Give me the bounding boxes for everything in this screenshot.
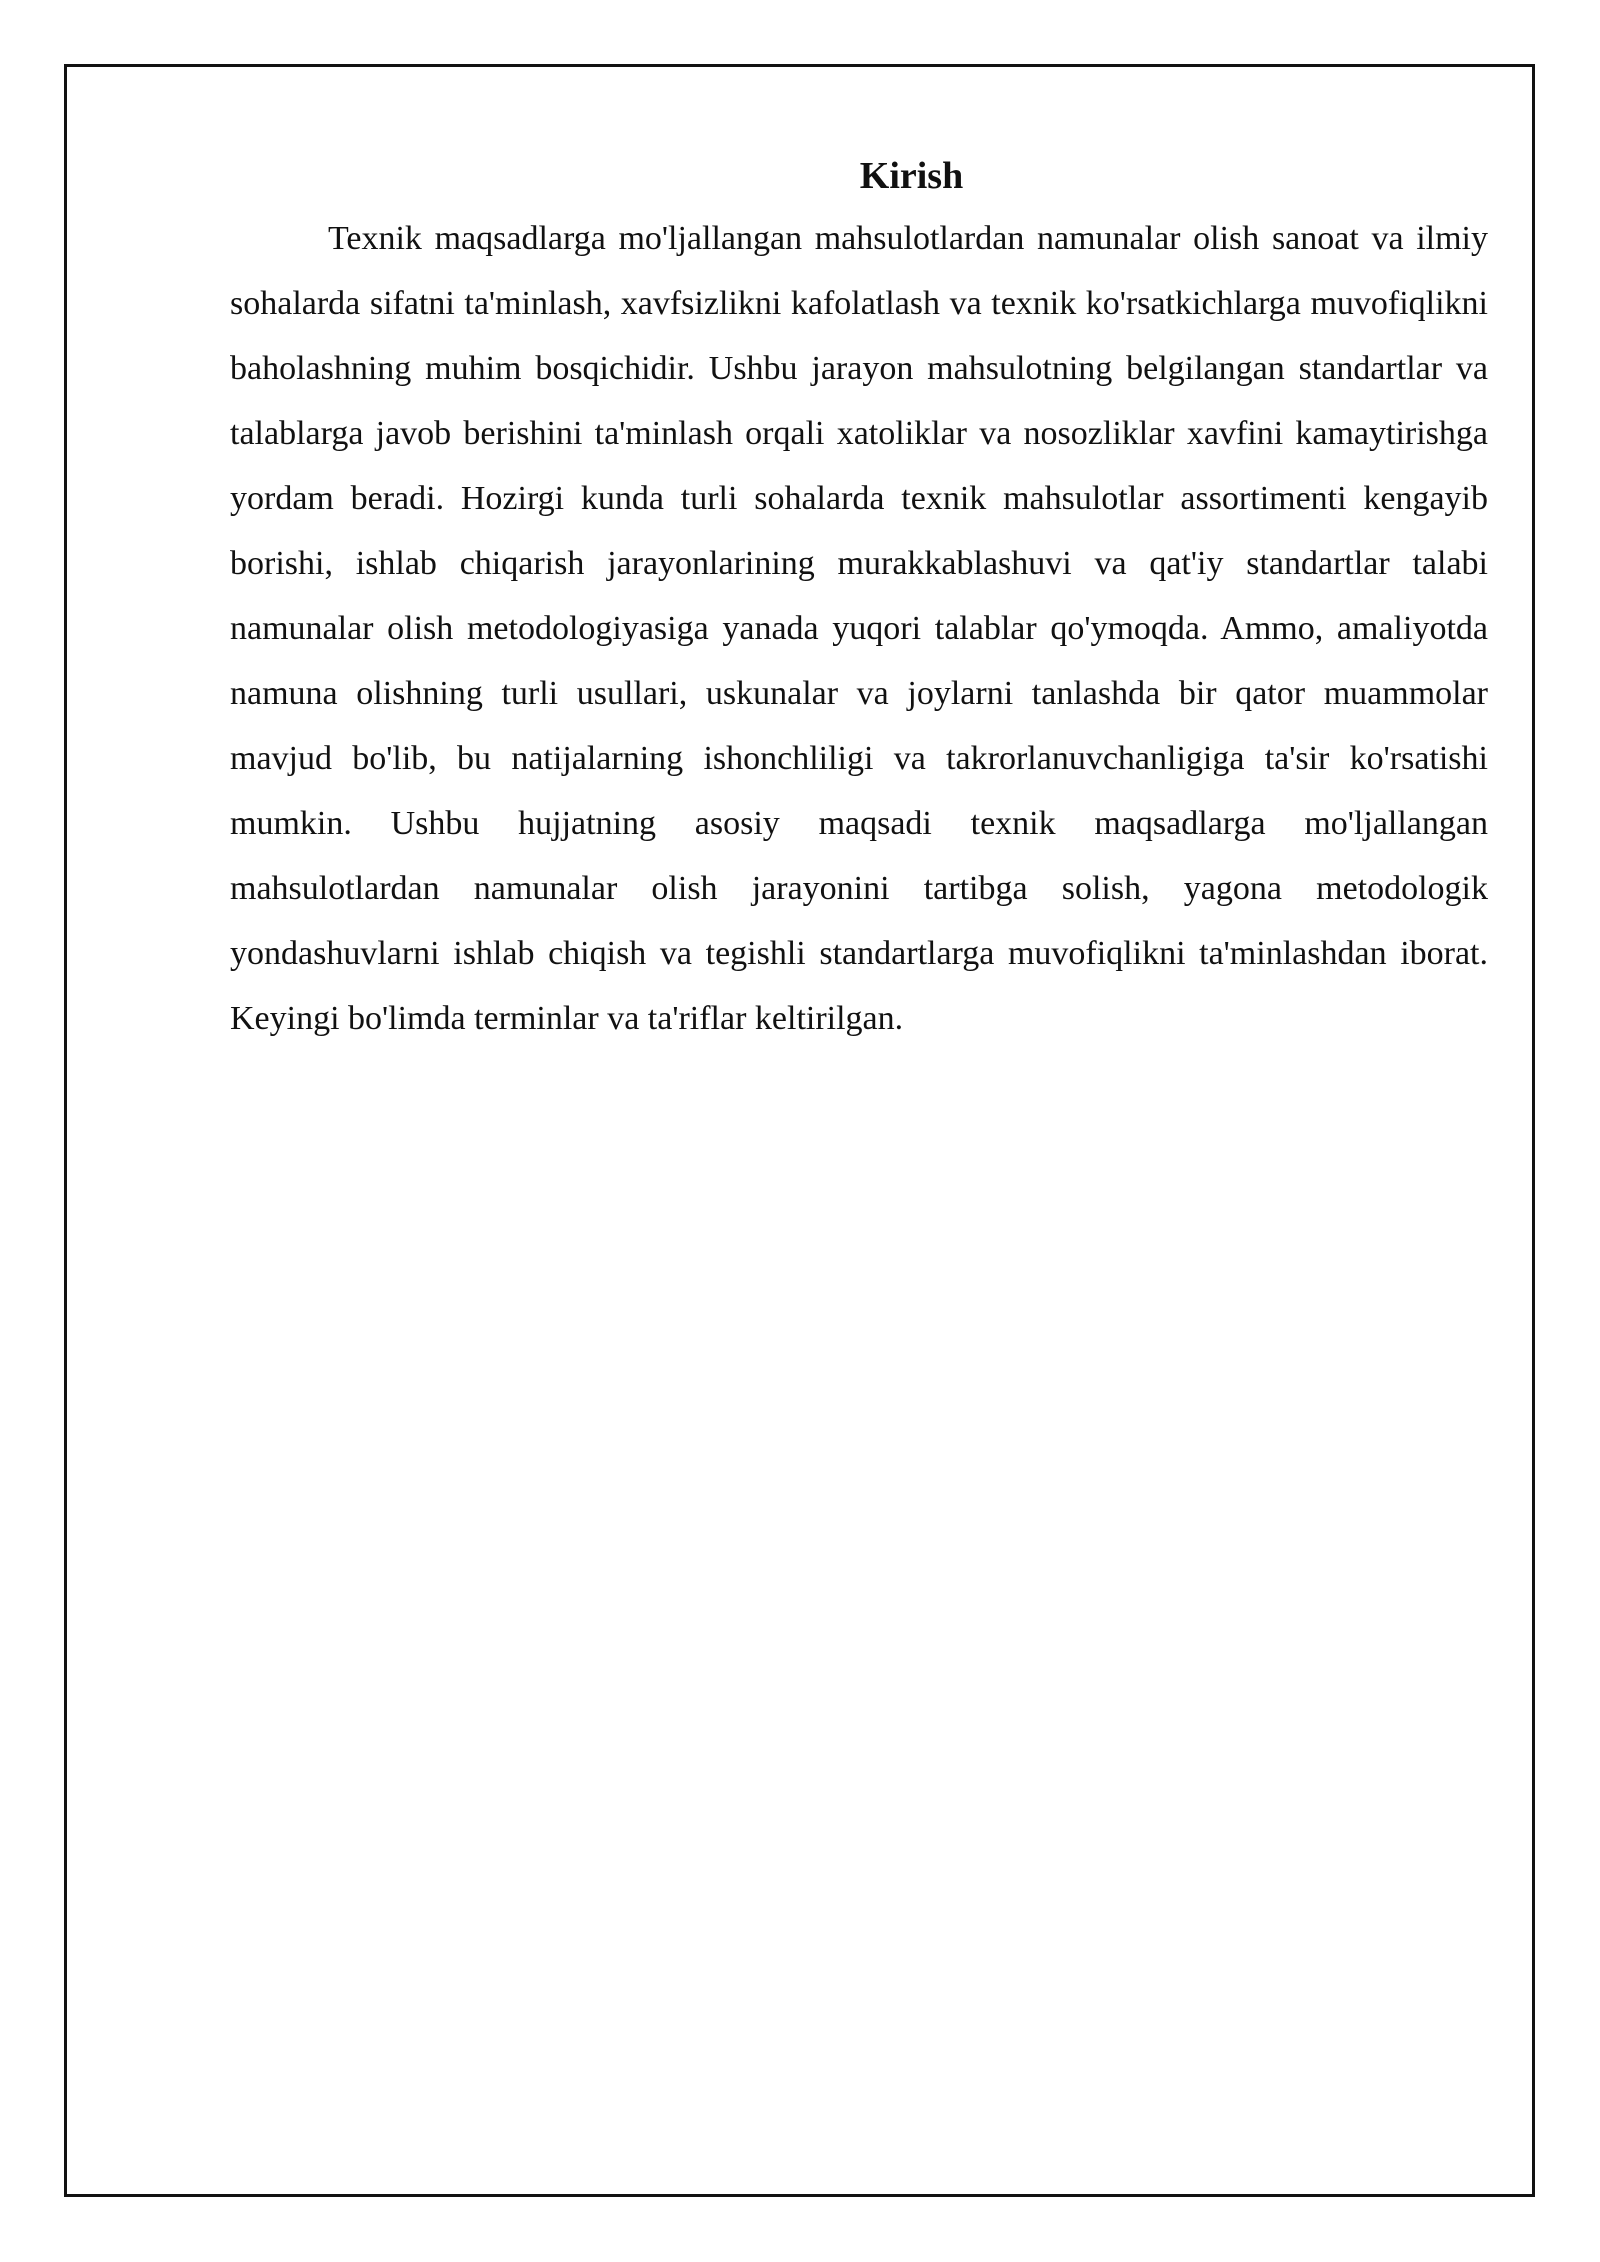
document-body [230, 150, 1488, 1051]
body-paragraph: Texnik maqsadlarga mo'ljallangan mahsulotlardan namunalar olish sanoat va ilmiy sohalarda sifatni ta'minlash, xavfsizlikni kafolatlash va texnik ko'rsatkichlarga muvofiqlikni baholashning muhim bosqichidir. Ushbu jarayon mahsulotning belgilangan standartlar va talablarga javob berishini ta'minlash orqali xatoliklar va nosozliklar xavfini kamaytirishga yordam beradi. Hozirgi kunda turli sohalarda texnik mahsulotlar assortimenti kengayib borishi, ishlab chiqarish jarayonlarining murakkablashuvi va qat'iy standartlar talabi namunalar olish metodologiyasiga yanada yuqori talablar qo'ymoqda. Ammo, amaliyotda namuna olishning turli usullari, uskunalar va joylarni tanlashda bir qator muammolar mavjud bo'lib, bu natijalarning ishonchliligi va takrorlanuvchanligiga ta'sir ko'rsatishi mumkin. Ushbu hujjatning asosiy maqsadi texnik maqsadlarga mo'ljallangan mahsulotlardan namunalar olish jarayonini tartibga solish, yagona metodologik yondashuvlarni ishlab chiqish va tegishli standartlarga muvofiqlikni ta'minlashdan iborat. Keyingi bo'limda terminlar va ta'riflar keltirilgan. [230, 220, 1488, 1037]
section-title: Kirish [859, 155, 964, 197]
